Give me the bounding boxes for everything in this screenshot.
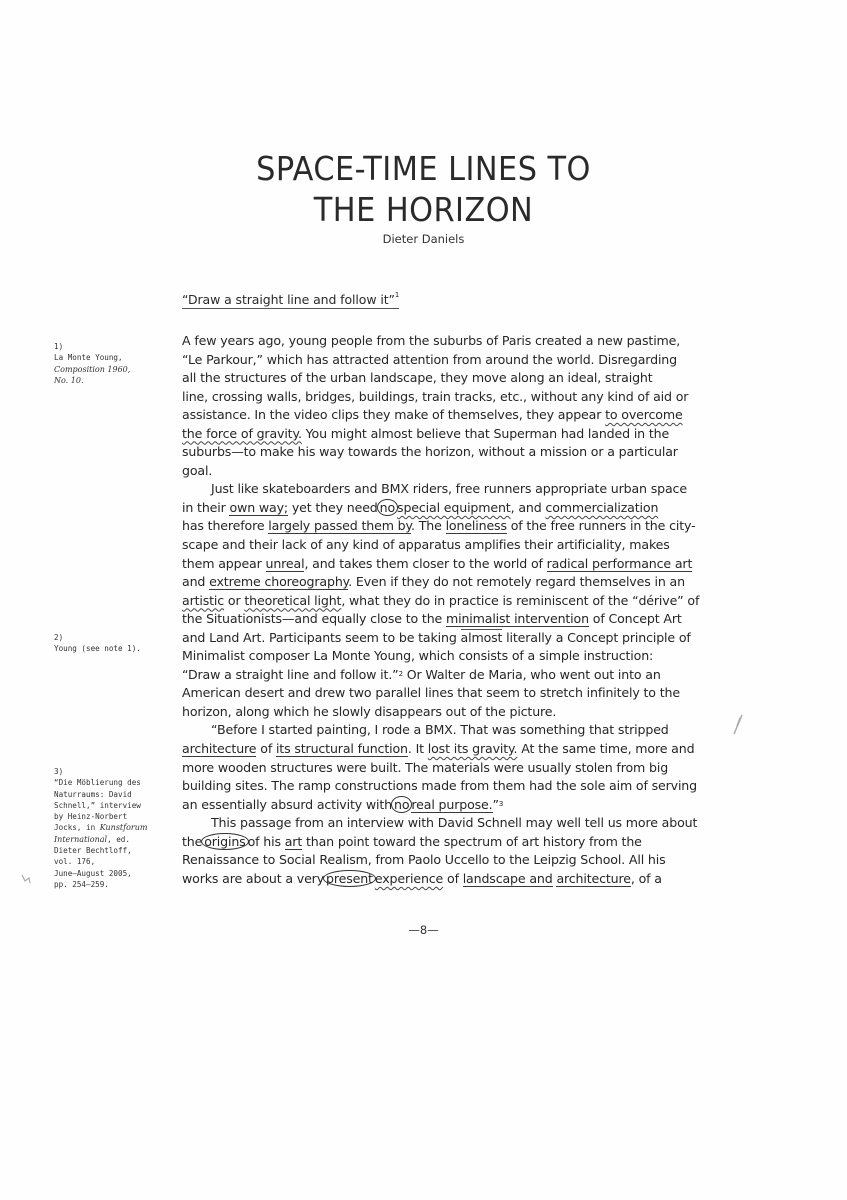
body-line: line, crossing walls, bridges, buildings, train tracks, etc., without any kind of aid or — [182, 388, 689, 404]
article-body — [182, 332, 700, 888]
text-run: them appear — [182, 555, 266, 571]
underline-annotation: largely passed them by — [268, 518, 412, 534]
underline-annotation: architecture — [556, 870, 631, 886]
text-run: . Even if they do not remotely regard themselves in an — [348, 574, 685, 590]
body-line: suburbs—to make his way towards the horizon, without a mission or a particular — [182, 444, 678, 460]
body-line — [182, 833, 682, 852]
text-run: , and — [510, 499, 546, 515]
body-line — [182, 740, 695, 759]
body-line: Minimalist composer La Monte Young, which consists of a simple instruction: — [182, 648, 654, 664]
text-run: of — [443, 870, 463, 886]
wavy-annotation: experience — [374, 870, 444, 886]
text-run: and Land Art. Participants seem to be taking — [182, 629, 461, 645]
body-line: goal. — [182, 462, 213, 478]
wavy-annotation: theoretical light — [244, 592, 342, 608]
title-line-1: SPACE-TIME LINES TO — [256, 149, 591, 188]
circle-annotation: present — [323, 870, 376, 887]
underline-annotation: radical performance art — [546, 555, 693, 571]
text-run: assistance. In the video clips they make of themselves, they appear — [182, 407, 606, 423]
text-run: in their — [182, 499, 230, 515]
body-line: American desert and drew two parallel lines that seem to stretch infinitely to the — [182, 685, 680, 701]
text-run: At the same time, more and — [517, 741, 695, 757]
footnote-text-italic: Kunstforum — [99, 823, 148, 833]
text-run: “Draw a straight line and follow it.” — [182, 666, 399, 682]
footnote-line: June–August 2005, — [54, 868, 132, 878]
underline-annotation: extreme choreography — [209, 574, 349, 590]
text-run: of the free runners in the city- — [506, 518, 696, 534]
footnote-text-italic: International — [54, 834, 108, 844]
body-line — [182, 425, 682, 444]
epigraph-text: “Draw a straight line and follow it” — [182, 292, 395, 307]
section-heading-epigraph — [182, 292, 399, 309]
text-run: the — [182, 833, 203, 849]
text-run: and — [182, 574, 210, 590]
body-line: all the structures of the urban landscape, they move along an ideal, straight — [182, 370, 653, 386]
circle-annotation: no — [391, 796, 412, 813]
text-run: has therefore — [182, 518, 269, 534]
body-line: scape and their lack of any kind of apparatus amplifies their artificiality, makes — [182, 537, 670, 553]
text-run: , and takes them closer to the world of — [304, 555, 547, 571]
footnote-line: Schnell,” interview — [54, 800, 141, 810]
body-line — [182, 499, 682, 518]
title-line-2: THE HORIZON — [313, 190, 534, 229]
footnote-line — [54, 834, 179, 845]
text-run: works are about a very — [182, 870, 325, 886]
body-line: Renaissance to Social Realism, from Paolo Uccello to the Leipzig School. All his — [182, 852, 666, 868]
text-run: yet they need — [288, 499, 378, 515]
wavy-annotation: commercialization — [545, 499, 659, 515]
footnote-line-italic: No. 10. — [54, 375, 84, 385]
footnote-line: Naturraums: David — [54, 789, 132, 799]
text-run: of his — [247, 833, 285, 849]
pen-mark-right — [728, 712, 748, 738]
footnote-line: Young (see note 1). — [54, 644, 141, 654]
body-line — [182, 406, 682, 425]
footnote-text: Jocks, in — [54, 823, 100, 833]
page-number: —8— — [408, 923, 439, 937]
underline-annotation: landscape and — [462, 870, 553, 886]
wavy-annotation: to overcome — [605, 407, 683, 423]
footnote-number: 2) — [54, 633, 64, 642]
footnote-2 — [54, 632, 179, 655]
text-run: Or Walter de Maria, who went out into an — [402, 666, 661, 682]
wavy-annotation: special equipment — [397, 499, 511, 515]
pen-mark-left — [20, 873, 32, 885]
body-line — [182, 517, 696, 536]
text-run: than point toward the spectrum of art history from the — [302, 833, 642, 849]
body-line: building sites. The ramp constructions made from them had the sole aim of serving — [182, 778, 697, 794]
article-title — [34, 148, 813, 230]
text-run: or — [224, 592, 245, 608]
body-line — [182, 796, 682, 815]
footnote-line: Dieter Bechtloff, — [54, 846, 132, 856]
footnote-line: La Monte Young, — [54, 353, 123, 363]
footnote-number: 1) — [54, 342, 64, 351]
footnote-line-italic: Composition 1960, — [54, 364, 131, 374]
footnote-ref-1: 1 — [394, 291, 400, 299]
text-run: literally a Concept principle of — [502, 629, 691, 645]
footnote-line: by Heinz-Norbert — [54, 812, 128, 822]
body-line: A few years ago, young people from the suburbs of Paris created a new pastime, — [182, 333, 681, 348]
wavy-annotation: artistic — [182, 592, 225, 608]
text-run: an essentially absurd activity with — [182, 796, 393, 812]
body-line — [182, 573, 685, 592]
footnote-3 — [54, 766, 179, 890]
body-line — [182, 555, 693, 574]
text-run: of — [256, 741, 276, 757]
underline-annotation: own way; — [229, 499, 288, 515]
footnote-number: 3) — [54, 767, 64, 776]
text-run: , of a — [630, 870, 662, 886]
underline-annotation: loneliness — [445, 518, 507, 534]
footnote-line: vol. 176, — [54, 857, 96, 867]
footnote-line: “Die Möblierung des — [54, 778, 141, 788]
text-run: , what they do in practice is reminiscent of the “dérive” of — [341, 592, 700, 608]
body-line — [182, 870, 682, 889]
body-line: more wooden structures were built. The materials were usually stolen from big — [182, 759, 669, 775]
footnote-text: , ed. — [107, 834, 130, 844]
footnote-ref-3: 3 — [498, 799, 504, 808]
footnote-line: pp. 254–259. — [54, 879, 109, 889]
body-line — [182, 629, 691, 648]
body-line: horizon, along which he slowly disappears out of the picture. — [182, 703, 557, 719]
underline-annotation: architecture — [182, 741, 257, 757]
body-line: “Before I started painting, I rode a BMX. That was something that stripped — [211, 722, 669, 738]
text-run: . The — [411, 518, 446, 534]
text-run: You might almost believe that Superman had landed in the — [301, 425, 670, 441]
body-line — [182, 592, 700, 611]
text-run: almost — [460, 629, 503, 645]
text-run: of Concept Art — [588, 611, 682, 627]
body-line: “Le Parkour,” which has attracted attention from around the world. Disregarding — [182, 351, 677, 367]
circle-annotation: origins — [201, 833, 248, 850]
underline-annotation: art — [284, 833, 303, 849]
footnote-1 — [54, 341, 179, 386]
circle-annotation: no — [377, 499, 398, 516]
body-line — [182, 666, 682, 685]
text-run: ” — [492, 796, 499, 812]
body-line — [182, 610, 682, 629]
underline-annotation: real purpose. — [411, 796, 493, 812]
author-name: Dieter Daniels — [382, 232, 465, 246]
text-run: the Situationists—and equally close to the — [182, 611, 446, 627]
underline-annotation: minimalist intervention — [445, 611, 589, 627]
wavy-annotation: lost its gravity. — [427, 741, 518, 757]
underline-annotation: its structural function — [275, 741, 408, 757]
text-run: . It — [407, 741, 428, 757]
wavy-annotation: the force of gravity. — [182, 425, 302, 441]
underline-annotation: unreal — [265, 555, 305, 571]
body-line: Just like skateboarders and BMX riders, free runners appropriate urban space — [211, 481, 687, 497]
footnote-line — [54, 822, 179, 833]
body-line: This passage from an interview with David Schnell may well tell us more about — [211, 815, 698, 831]
footnote-ref-2: 2 — [398, 669, 403, 678]
